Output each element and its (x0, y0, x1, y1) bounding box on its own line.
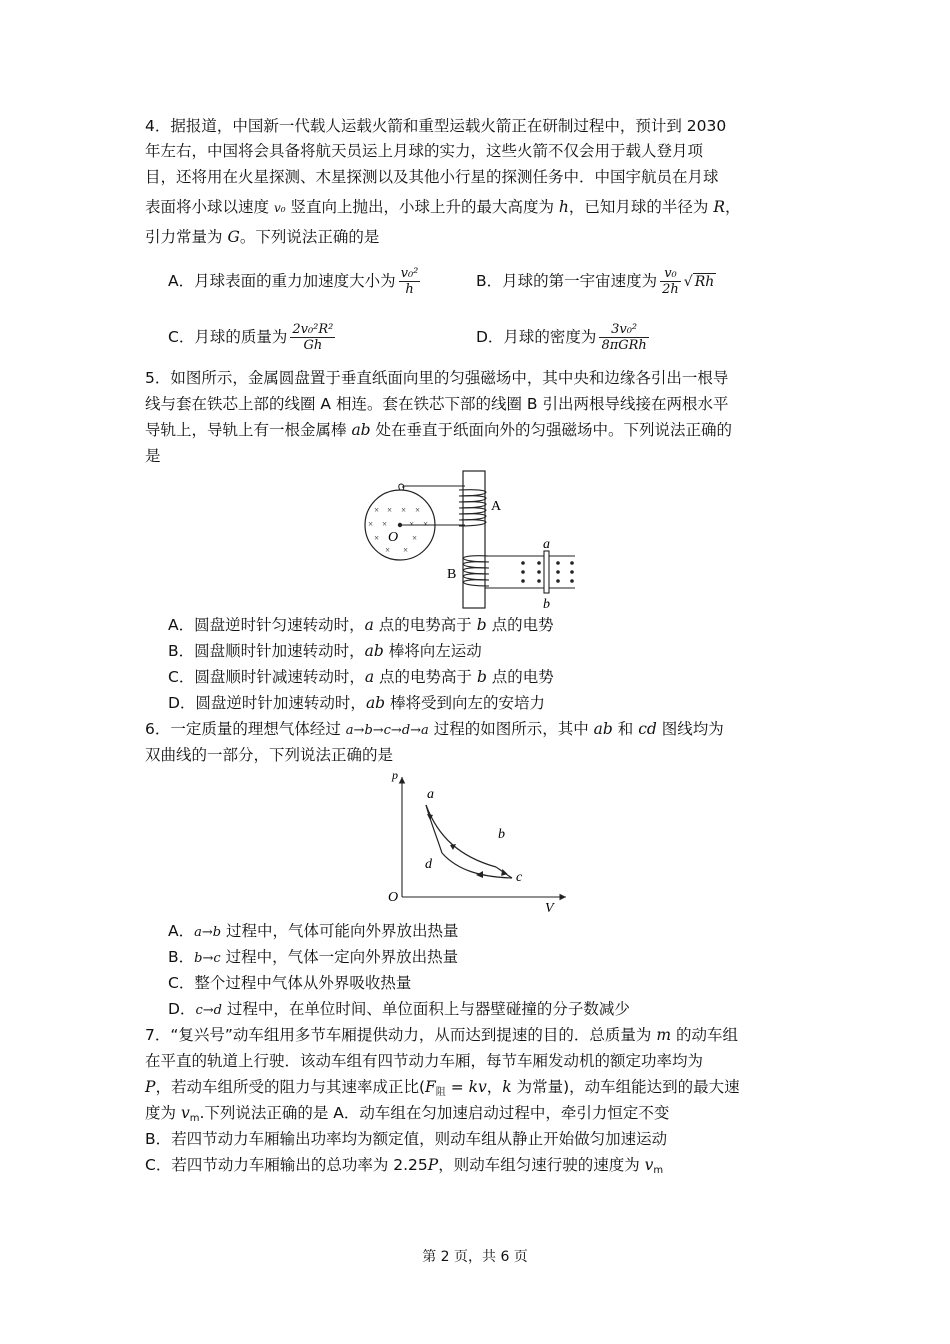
q6-option-c: C．整个过程中气体从外界吸收热量 (168, 974, 412, 992)
q7-line-2: 在平直的轨道上行驶．该动车组有四节动力车厢，每节车厢发动机的额定功率均为 (145, 1052, 704, 1070)
q6-option-b: B．b→c 过程中，气体一定向外界放出热量 (168, 948, 459, 966)
svg-text:×: × (412, 533, 418, 543)
q4-option-b-fraction: $\frac{\text{v₀}}{2h}$ (662, 266, 679, 297)
svg-text:×: × (415, 505, 421, 515)
arrow-cd (476, 871, 483, 878)
label-V: V (545, 901, 554, 915)
svg-text:×: × (368, 519, 374, 529)
q5-option-a: A．圆盘逆时针匀速转动时，a 点的电势高于 b 点的电势 (168, 616, 554, 634)
page-footer: 第 2 页，共 6 页 (422, 1249, 528, 1265)
q6-line-2: 双曲线的一部分，下列说法正确的是 (145, 746, 394, 764)
label-b: b (498, 827, 505, 842)
sqrt-symbol: √ Rh (683, 273, 715, 290)
label-O: O (388, 530, 399, 545)
q5-option-c: C．圆盘顺时针减速转动时，a 点的电势高于 b 点的电势 (168, 668, 554, 686)
q6-option-d: D．c→d 过程中，在单位时间、单位面积上与器壁碰撞的分子数减少 (168, 1000, 630, 1018)
svg-text:×: × (409, 519, 415, 529)
svg-text:×: × (374, 505, 380, 515)
label-p: p (392, 768, 398, 782)
q4-line-5: 引力常量为 G。下列说法正确的是 (145, 228, 380, 246)
q4-line-4: 表面将小球以速度 v₀ 竖直向上抛出，小球上升的最大高度为 h，已知月球的半径为 R， (145, 198, 741, 216)
label-a: a (543, 537, 550, 552)
label-origin: O (388, 890, 399, 905)
iron-core (463, 471, 485, 608)
q5-option-d: D．圆盘逆时针加速转动时，ab 棒将受到向左的安培力 (168, 694, 546, 712)
q5-line-2: 线与套在铁芯上部的线圈 A 相连。套在铁芯下部的线圈 B 引出两根导线接在两根水平 (145, 395, 729, 413)
svg-text:×: × (387, 505, 393, 515)
label-A: A (491, 499, 502, 514)
q4-option-a: A．月球表面的重力加速度大小为 $\frac{\text{v₀²}}{h}$ (168, 266, 419, 297)
svg-text:×: × (374, 533, 380, 543)
q5-option-b: B．圆盘顺时针加速转动时，ab 棒将向左运动 (168, 642, 482, 660)
q5-line-3: 导轨上，导轨上有一根金属棒 ab 处在垂直于纸面向外的匀强磁场中。下列说法正确的 (145, 421, 733, 439)
q4-option-a-fraction: $\frac{\text{v₀²}}{h}$ (400, 266, 419, 297)
label-B: B (447, 567, 457, 582)
q6-option-a: A．a→b 过程中，气体可能向外界放出热量 (168, 922, 459, 940)
q7-line-5: B．若四节动力车厢输出功率均为额定值，则动车组从静止开始做匀加速运动 (145, 1130, 668, 1148)
q4-line-3: 目，还将用在火星探测、木星探测以及其他小行星的探测任务中．中国宇航员在月球 (145, 168, 719, 186)
q4-option-d: D．月球的密度为 $\frac{\text{3v₀²}}{\text{8πGRh}}$ (476, 322, 647, 353)
q4-line-2: 年左右，中国将会具备将航天员运上月球的实力，这些火箭不仅会用于载人登月项 (145, 142, 704, 160)
q6-line-1: 6．一定质量的理想气体经过 a→b→c→d→a 过程的如图所示，其中 ab 和 cd 图线均为 (145, 720, 724, 738)
svg-text:×: × (403, 545, 409, 555)
q7-line-3: P，若动车组所受的阻力与其速率成正比(F阻 = kv，k 为常量)，动车组能达到的最大速 (145, 1078, 740, 1098)
arrow-bc (501, 869, 508, 877)
q6-pv-diagram (380, 765, 570, 915)
q5-line-4: 是 (145, 447, 161, 465)
q4-option-c-fraction: $\frac{\text{2v₀²R²}}{Gh}$ (292, 322, 334, 353)
q4-option-d-fraction: $\frac{\text{3v₀²}}{\text{8πGRh}}$ (601, 322, 647, 353)
metal-rod-ab (544, 551, 549, 593)
q4-line-1: 4．据报道，中国新一代载人运载火箭和重型运载火箭正在研制过程中，预计到 2030 (145, 117, 727, 135)
q7-line-6: C．若四节动力车厢输出的总功率为 2.25P，则动车组匀速行驶的速度为 vm (145, 1156, 664, 1176)
q4-option-c: C．月球的质量为 $\frac{\text{2v₀²R²}}{Gh}$ (168, 322, 334, 353)
q7-line-4: 度为 vm.下列说法正确的是 A．动车组在匀加速启动过程中，牵引力恒定不变 (145, 1104, 670, 1124)
svg-text:×: × (382, 519, 388, 529)
q7-line-1: 7．“复兴号”动车组用多节车厢提供动力，从而达到提速的目的．总质量为 m 的动车组 (145, 1026, 738, 1044)
svg-text:×: × (401, 505, 407, 515)
label-d: d (425, 857, 432, 872)
q5-circuit-figure (355, 468, 595, 613)
svg-text:×: × (385, 545, 391, 555)
label-b: b (543, 597, 550, 612)
label-a: a (427, 787, 434, 802)
curve-da (426, 805, 442, 853)
label-c: c (516, 870, 523, 885)
svg-text:×: × (423, 519, 429, 529)
q4-option-b: B．月球的第一宇宙速度为 $\frac{\text{v₀}}{2h}$ √ Rh (476, 266, 715, 297)
q5-line-1: 5．如图所示，金属圆盘置于垂直纸面向里的匀强磁场中，其中央和边缘各引出一根导 (145, 369, 729, 387)
